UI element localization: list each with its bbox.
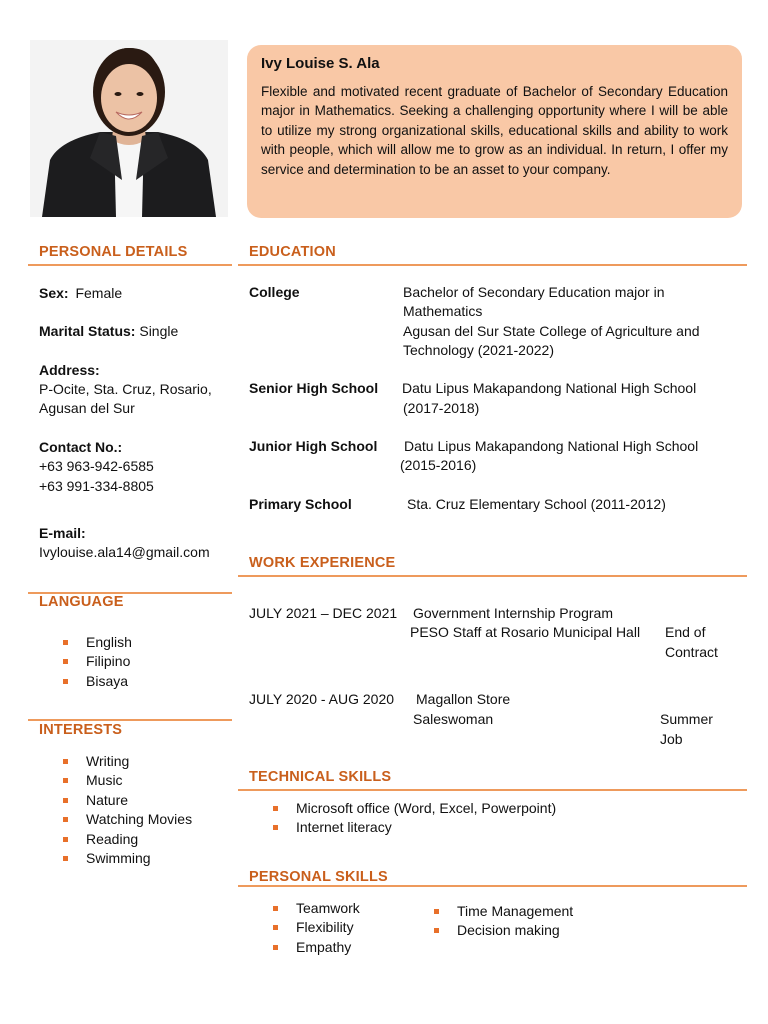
marital-status-value: Single [139,323,179,339]
sex-label: Sex: [39,285,69,301]
personal-skills-list-2 [433,902,573,941]
personal-details-divider [28,264,232,266]
address-label: Address: [39,362,100,378]
personal-skills-heading: PERSONAL SKILLS [249,869,388,885]
personal-details-heading: PERSONAL DETAILS [39,244,188,260]
marital-status-label: Marital Status: [39,323,136,339]
senior-high-line-2: (2017-2018) [403,400,480,416]
contact-number-1: +63 963-942-6585 [39,458,154,474]
interests-list [62,752,192,868]
job-2-date: JULY 2020 - AUG 2020 [249,691,395,707]
list-item: Reading [62,830,192,849]
list-item: English [62,633,132,652]
profile-photo [30,40,228,217]
technical-skills-heading: TECHNICAL SKILLS [249,769,392,785]
primary-school-line-1: Sta. Cruz Elementary School (2011-2012) [407,496,666,512]
college-line-2: Mathematics [403,303,483,319]
address-line-1: P-Ocite, Sta. Cruz, Rosario, [39,381,212,397]
list-item: Music [62,771,192,790]
interests-heading: INTERESTS [39,722,123,738]
work-experience-divider [238,575,747,577]
job-2-organization: Magallon Store [416,691,511,707]
list-item: Swimming [62,849,192,868]
technical-skills-list [272,799,556,838]
job-1-date: JULY 2021 – DEC 2021 [249,605,398,621]
language-heading: LANGUAGE [39,594,124,610]
candidate-name: Ivy Louise S. Ala [261,55,380,72]
primary-school-label: Primary School [249,496,352,512]
list-item: Bisaya [62,672,132,691]
job-1-note-line-1: End of [665,624,706,640]
list-item: Writing [62,752,192,771]
address-line-2: Agusan del Sur [39,400,135,416]
job-1-note-line-2: Contract [665,644,718,660]
college-line-4: Technology (2021-2022) [403,342,554,358]
job-1-organization: Government Internship Program [413,605,613,621]
college-label: College [249,284,300,300]
email-value: Ivylouise.ala14@gmail.com [39,544,210,560]
list-item: Filipino [62,652,132,671]
college-line-3: Agusan del Sur State College of Agriculture and [403,323,700,339]
junior-high-line-1: Datu Lipus Makapandong National High School [404,438,699,454]
profile-summary-text: Flexible and motivated recent graduate of Bachelor of Secondary Education major in Mathematics. Seeking a challenging opportunity where I will be able to utilize my strong organizational skills, educational skills and ability to work with people, which will allow me to grow as an individual. In return, I offer my service and determination to be an asset to your company. [261,84,728,177]
list-item: Teamwork [272,899,360,918]
personal-skills-divider [238,885,747,887]
technical-skills-divider [238,789,747,791]
personal-skills-list-1 [272,899,360,957]
list-item: Microsoft office (Word, Excel, Powerpoint) [272,799,556,818]
email-label: E-mail: [39,525,86,541]
education-heading: EDUCATION [249,244,336,260]
junior-high-line-2: (2015-2016) [400,457,477,473]
job-2-note-line-1: Summer [660,711,713,727]
marital-status-field [39,322,178,342]
interests-divider [28,719,232,721]
job-2-note-line-2: Job [660,731,683,747]
list-item: Flexibility [272,918,360,937]
work-experience-heading: WORK EXPERIENCE [249,555,396,571]
sex-field [39,284,122,304]
list-item: Internet literacy [272,818,556,837]
sex-value: Female [75,285,123,301]
senior-high-label: Senior High School [249,380,379,396]
senior-high-line-1: Datu Lipus Makapandong National High School [402,380,697,396]
language-list [62,633,132,691]
list-item: Decision making [433,921,573,940]
profile-summary-card [247,45,742,218]
list-item: Empathy [272,938,360,957]
contact-number-2: +63 991-334-8805 [39,478,154,494]
college-line-1: Bachelor of Secondary Education major in [403,284,665,300]
contact-label: Contact No.: [39,439,123,455]
list-item: Time Management [433,902,573,921]
list-item: Nature [62,791,192,810]
job-1-role: PESO Staff at Rosario Municipal Hall [410,624,641,640]
junior-high-label: Junior High School [249,438,378,454]
education-divider [238,264,747,266]
job-2-role: Saleswoman [413,711,494,727]
list-item: Watching Movies [62,810,192,829]
